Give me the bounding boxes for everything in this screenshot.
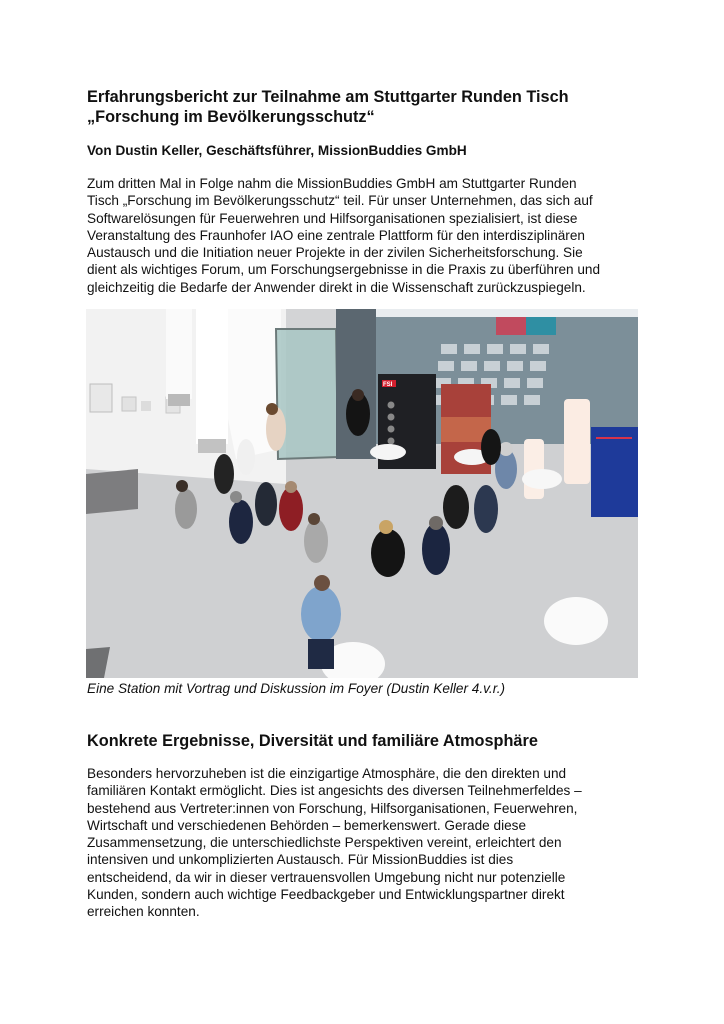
photo-high-table xyxy=(522,469,562,489)
document-title xyxy=(87,87,647,127)
text-line: entscheidend, da wir in dieser vertrauensvollen Umgebung nicht nur potenzielle xyxy=(87,869,566,885)
photo-person xyxy=(237,439,255,475)
text-line: intensiven und unkomplizierten Austausch. Für MissionBuddies ist dies xyxy=(87,852,514,868)
photo-banner-icon xyxy=(388,438,395,445)
text-line: bestehend aus Vertreter:innen von Forschung, Hilfsorganisationen, Feuerwehren, xyxy=(87,800,578,816)
photo-lamp xyxy=(166,309,192,399)
photo-person xyxy=(304,519,328,563)
photo-high-table xyxy=(370,444,406,460)
photo-chair xyxy=(524,395,540,405)
text-line: Veranstaltung des Fraunhofer IAO eine zentrale Plattform für den interdisziplinären xyxy=(87,227,585,243)
photo-person xyxy=(301,586,341,642)
text-line: Zusammensetzung, die unterschiedlichste Perspektiven vereint, erleichtert den xyxy=(87,835,562,851)
section-heading: Konkrete Ergebnisse, Diversität und familiäre Atmosphäre xyxy=(87,732,538,750)
photo-person xyxy=(371,529,405,577)
photo-chair xyxy=(501,395,517,405)
section-paragraph xyxy=(87,765,647,921)
event-photo xyxy=(86,309,638,678)
text-line: gleichzeitig die Bedarfe der Anwender direkt in die Wissenschaft zurückzuspiegeln. xyxy=(87,279,586,295)
photo-person xyxy=(474,485,498,533)
photo-wall-frame xyxy=(141,401,151,411)
title-line: Erfahrungsbericht zur Teilnahme am Stuttgarter Runden Tisch xyxy=(87,88,569,106)
photo-person-head xyxy=(429,516,443,530)
text-line: Tisch „Forschung im Bevölkerungsschutz“ teil. Für unser Unternehmen, das sich auf xyxy=(87,193,593,209)
photo-person-legs xyxy=(308,639,334,669)
photo-chair xyxy=(507,361,523,371)
photo-banner-blue xyxy=(591,427,638,517)
photo-person-head xyxy=(176,480,188,492)
photo-high-table xyxy=(544,597,608,645)
photo-person xyxy=(255,482,277,526)
text-line: Kunden, sondern auch wichtige Feedbackgeber und Entwicklungspartner direkt xyxy=(87,887,565,903)
photo-chair xyxy=(464,344,480,354)
text-line: familiären Kontakt ermöglicht. Dies ist angesichts des diversen Teilnehmerfeldes – xyxy=(87,783,582,799)
foyer-photo-illustration xyxy=(86,309,638,678)
photo-chair xyxy=(530,361,546,371)
photo-chair xyxy=(527,378,543,388)
text-line: dient als wichtiges Forum, um Forschungsergebnisse in die Praxis zu überführen und xyxy=(87,262,601,278)
photo-glass-door xyxy=(276,329,338,459)
photo-person-head xyxy=(285,481,297,493)
photo-chair xyxy=(510,344,526,354)
photo-banner-label: FSI xyxy=(383,382,393,388)
text-line: Softwarelösungen für Feuerwehren und Hilfsorganisationen spezialisiert, ist diese xyxy=(87,210,578,226)
photo-lamp-base xyxy=(168,394,190,406)
photo-person-head xyxy=(230,491,242,503)
photo-wall-frame xyxy=(90,384,112,412)
photo-ceiling xyxy=(376,309,638,317)
text-line: Zum dritten Mal in Folge nahm die MissionBuddies GmbH am Stuttgarter Runden xyxy=(87,176,577,191)
photo-wall-frame xyxy=(122,397,136,411)
intro-paragraph xyxy=(87,175,647,296)
photo-person-head xyxy=(308,513,320,525)
text-line: erreichen konnten. xyxy=(87,904,200,920)
photo-chair xyxy=(504,378,520,388)
photo-person xyxy=(481,429,501,465)
photo-banner-icon xyxy=(388,402,395,409)
photo-chair xyxy=(441,344,457,354)
photo-chair xyxy=(484,361,500,371)
photo-person xyxy=(214,454,234,494)
photo-banner-stripe xyxy=(596,437,632,439)
photo-banner-icon xyxy=(388,414,395,421)
photo-chair xyxy=(438,361,454,371)
photo-chair xyxy=(533,344,549,354)
photo-doormat xyxy=(86,469,138,514)
photo-banner-icon xyxy=(388,426,395,433)
text-line: Wirtschaft und verschiedenen Behörden – bemerkenswert. Gerade diese xyxy=(87,817,527,833)
photo-chair xyxy=(461,361,477,371)
photo-person-head xyxy=(314,575,330,591)
photo-floor-lamp xyxy=(524,439,544,499)
text-line: Besonders hervorzuheben ist die einzigartige Atmosphäre, die den direkten und xyxy=(87,766,567,781)
photo-person-head xyxy=(499,442,513,456)
byline: Von Dustin Keller, Geschäftsführer, MissionBuddies GmbH xyxy=(87,143,467,158)
photo-person-head xyxy=(379,520,393,534)
photo-person xyxy=(443,485,469,529)
photo-chair xyxy=(487,344,503,354)
photo-caption: Eine Station mit Vortrag und Diskussion im Foyer (Dustin Keller 4.v.r.) xyxy=(87,681,506,696)
photo-person xyxy=(279,487,303,531)
photo-person-head xyxy=(352,389,364,401)
photo-person-head xyxy=(266,403,278,415)
title-line: „Forschung im Bevölkerungsschutz“ xyxy=(87,108,375,126)
photo-person xyxy=(422,523,450,575)
photo-dark-wall xyxy=(336,309,376,459)
photo-person xyxy=(229,500,253,544)
photo-screen xyxy=(526,317,556,335)
photo-lamp-base xyxy=(198,439,226,453)
photo-screen xyxy=(496,317,526,335)
photo-person xyxy=(175,489,197,529)
photo-lamp xyxy=(196,309,228,444)
photo-floor-lamp xyxy=(564,399,590,484)
text-line: Austausch und die Initiation neuer Projekte in der zivilen Sicherheitsforschung. Sie xyxy=(87,245,583,261)
